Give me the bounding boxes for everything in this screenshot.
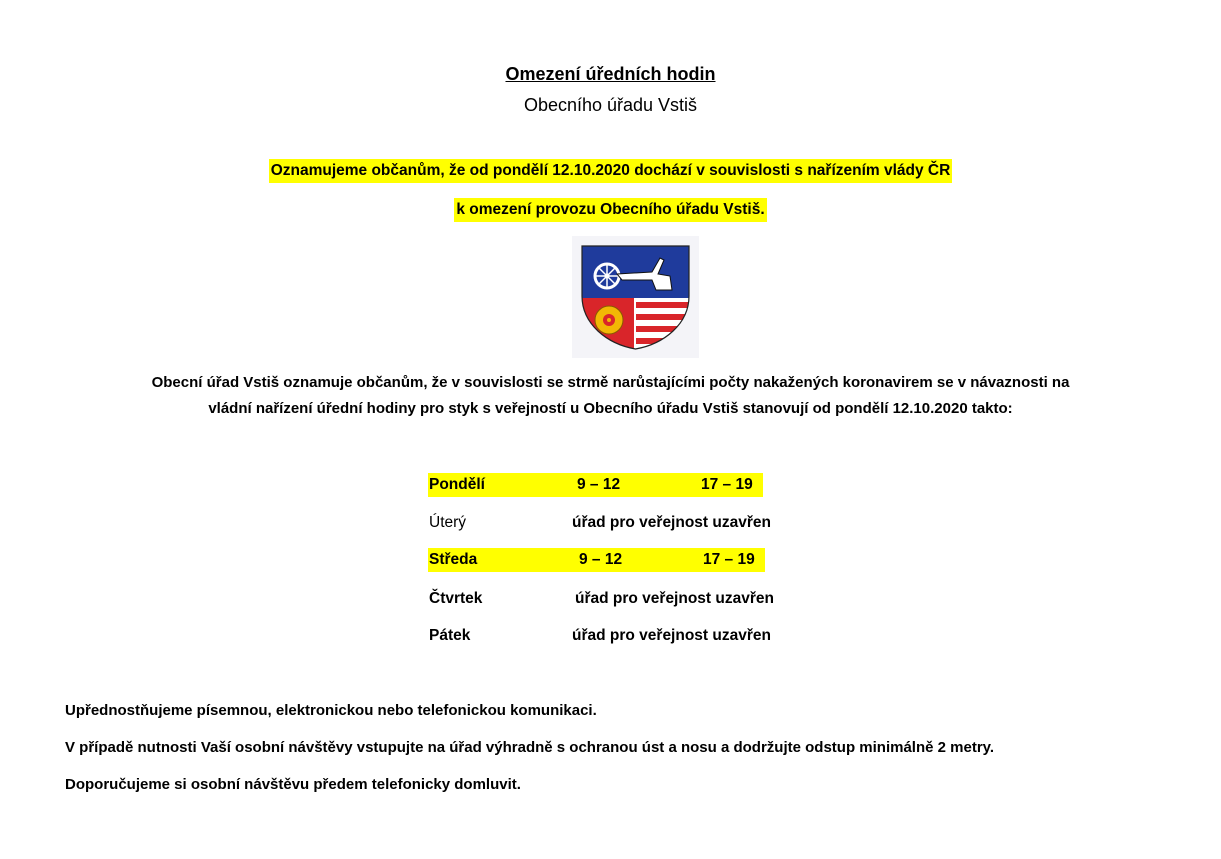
schedule-row-tuesday <box>428 511 808 535</box>
footer-line-3: Doporučujeme si osobní návštěvu předem telefonicky domluvit. <box>65 776 521 793</box>
schedule-day: Úterý <box>429 514 467 531</box>
schedule-closed-note: úřad pro veřejnost uzavřen <box>572 514 771 531</box>
coat-of-arms-icon <box>572 236 699 358</box>
notice-line-1 <box>0 162 1221 180</box>
footer-line-1: Upřednostňujeme písemnou, elektronickou nebo telefonickou komunikaci. <box>65 702 597 719</box>
page-subtitle: Obecního úřadu Vstiš <box>523 95 698 115</box>
schedule-day: Pondělí <box>429 476 485 493</box>
schedule-afternoon-hours: 17 – 19 <box>701 476 753 493</box>
schedule-row-wednesday <box>428 548 765 572</box>
page-title: Omezení úředních hodin <box>505 64 716 84</box>
intro-line-2: vládní nařízení úřední hodiny pro styk s veřejností u Obecního úřadu Vstiš stanovují od pondělí 12.10.2020 takto: <box>208 400 1013 417</box>
coat-of-arms <box>572 236 699 358</box>
schedule-closed-note: úřad pro veřejnost uzavřen <box>575 590 774 607</box>
schedule-day: Středa <box>429 551 478 568</box>
schedule-row-friday <box>428 624 808 648</box>
schedule-row-thursday <box>428 587 808 611</box>
schedule-day: Čtvrtek <box>429 590 483 607</box>
schedule-afternoon-hours: 17 – 19 <box>703 551 755 568</box>
notice-line-1-text: Oznamujeme občanům, že od pondělí 12.10.2020 dochází v souvislosti s nařízením vlády ČR <box>269 159 953 183</box>
schedule-closed-note: úřad pro veřejnost uzavřen <box>572 627 771 644</box>
schedule-row-monday <box>428 473 763 497</box>
schedule-day: Pátek <box>429 627 471 644</box>
schedule-morning-hours: 9 – 12 <box>577 476 621 493</box>
notice-line-2 <box>0 201 1221 219</box>
notice-line-2-text: k omezení provozu Obecního úřadu Vstiš. <box>454 198 766 222</box>
schedule-morning-hours: 9 – 12 <box>579 551 623 568</box>
intro-line-1: Obecní úřad Vstiš oznamuje občanům, že v souvislosti se strmě narůstajícími počty nakažených koronavirem se v návaznosti na <box>151 374 1070 391</box>
footer-line-2: V případě nutnosti Vaší osobní návštěvy vstupujte na úřad výhradně s ochranou úst a nosu a dodržujte odstup minimálně 2 metry. <box>65 739 995 756</box>
